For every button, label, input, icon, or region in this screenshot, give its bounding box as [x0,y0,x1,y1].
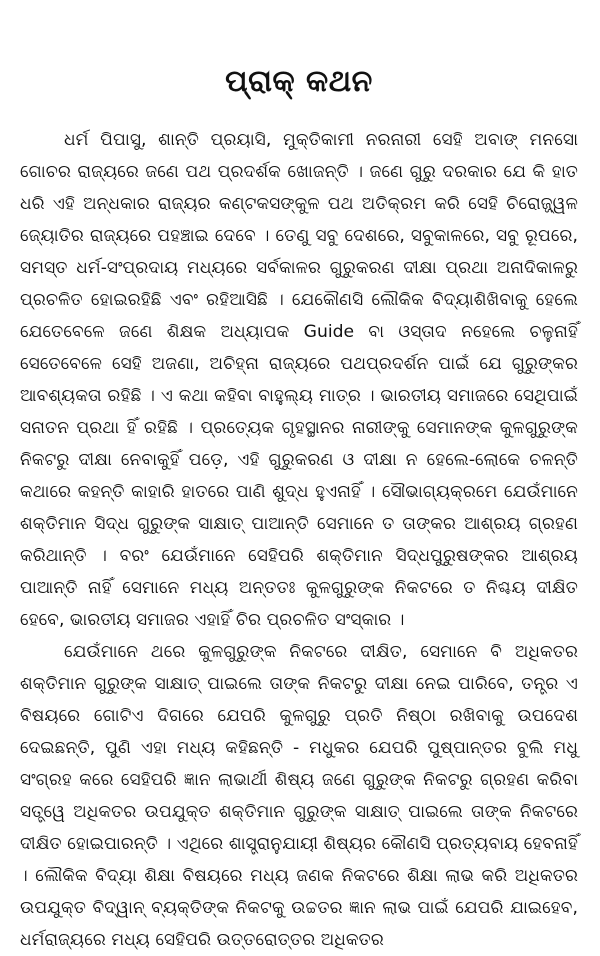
document-body [20,124,578,956]
page-title: ପ୍ରାକ୍ କଥନ [225,64,373,99]
paragraph-1: ଧର୍ମ ପିପାସୁ, ଶାନ୍ତି ପ୍ରୟାସି, ମୁକ୍ତିକାମୀ ନରନାରୀ ସେହି ଅବାଙ୍ ମନସୋ ଗୋଚର ରାଜ୍ୟରେ ଜଣେ ପଥ ପ୍ରଦର୍ଶକ ଖୋଜନ୍ତି । ଜଣେ ଗୁରୁ ଦରକାର ଯେ କି ହାତ ଧରି ଏହି ଅନ୍ଧକାର ରାଜ୍ୟର କଣ୍ଟକସଙ୍କୁଳ ପଥ ଅତିକ୍ରମ କରି ସେହି ଚିରୋଜ୍ଜ୍ୱଳ ଜ୍ୟୋତିର ରାଜ୍ୟରେ ପହଞ୍ଚାଇ ଦେବେ । ତେଣୁ ସବୁ ଦେଶରେ, ସବୁକାଳରେ, ସବୁ ରୂପରେ, ସମସ୍ତ ଧର୍ମ-ସଂପ୍ରଦାୟ ମଧ୍ୟରେ ସର୍ବକାଳର ଗୁରୁକରଣ ଦୀକ୍ଷା ପ୍ରଥା ଅନାଦିକାଳରୁ ପ୍ରଚଳିତ ହୋଇରହିଛି ଏବଂ ରହିଆସିଛି । ଯେକୌଣସି ଲୌକିକ ବିଦ୍ୟାଶିଖିବାକୁ ହେଲେ ଯେତେବେଳେ ଜଣେ ଶିକ୍ଷକ ଅଧ୍ୟାପକ Guide ବା ଓସ୍ତାଦ ନହେଲେ ଚଳୁନାହିଁ ସେତେବେଳେ ସେହି ଅଜଣା, ଅଚିହ୍ନା ରାଜ୍ୟରେ ପଥପ୍ରଦର୍ଶନ ପାଇଁ ଯେ ଗୁରୁଙ୍କର ଆବଶ୍ୟକତା ରହିଛି । ଏ କଥା କହିବା ବାହୁଲ୍ୟ ମାତ୍ର । ଭାରତୀୟ ସମାଜରେ ସେଥିପାଇଁ ସନାତନ ପ୍ରଥା ହିଁ ରହିଛି । ପ୍ରତ୍ୟେକ ଗୃହସ୍ଥାନର ନାରୀଙ୍କୁ ସେମାନଙ୍କ କୁଳଗୁରୁଙ୍କ ନିକଟରୁ ଦୀକ୍ଷା ନେବାକୁହିଁ ପଡ଼େ, ଏହି ଗୁରୁକରଣ ଓ ଦୀକ୍ଷା ନ ହେଲେ-ଲୋକେ ଚଳନ୍ତି କଥାରେ କହନ୍ତି କାହାରି ହାତରେ ପାଣି ଶୁଦ୍ଧ ହୁଏନାହିଁ । ସୌଭାଗ୍ୟକ୍ରମେ ଯେଉଁମାନେ ଶକ୍ତିମାନ ସିଦ୍ଧ ଗୁରୁଙ୍କ ସାକ୍ଷାତ୍ ପାଆନ୍ତି ସେମାନେ ତ ତାଙ୍କର ଆଶ୍ରୟ ଗ୍ରହଣ କରିଥାନ୍ତି । ବରଂ ଯେଉଁମାନେ ସେହିପରି ଶକ୍ତିମାନ ସିଦ୍ଧପୁରୁଷଙ୍କର ଆଶ୍ରୟ ପାଆନ୍ତି ନାହିଁ ସେମାନେ ମଧ୍ୟ ଅନ୍ତତଃ କୁଳଗୁରୁଙ୍କ ନିକଟରେ ତ ନିଶ୍ଚୟ ଦୀକ୍ଷିତ ହେବେ, ଭାରତୀୟ ସମାଜର ଏହାହିଁ ଚିର ପ୍ରଚଳିତ ସଂସ୍କାର । [20,130,578,630]
paragraph-2: ଯେଉଁମାନେ ଥରେ କୁଳଗୁରୁଙ୍କ ନିକଟରେ ଦୀକ୍ଷିତ, ସେମାନେ ବି ଅଧିକତର ଶକ୍ତିମାନ ଗୁରୁଙ୍କ ସାକ୍ଷାତ୍ ପାଇଲେ ତାଙ୍କ ନିକଟରୁ ଦୀକ୍ଷା ନେଇ ପାରିବେ, ତନ୍ତ୍ର ଏ ବିଷୟରେ ଗୋଟିଏ ଦିଗରେ ଯେପରି କୁଳଗୁରୁ ପ୍ରତି ନିଷ୍ଠା ରଖିବାକୁ ଉପଦେଶ ଦେଇଛନ୍ତି, ପୁଣି ଏହା ମଧ୍ୟ କହିଛନ୍ତି - ମଧୁକର ଯେପରି ପୁଷ୍ପାନ୍ତର ବୁଲି ମଧୁ ସଂଗ୍ରହ କରେ ସେହିପରି ଜ୍ଞାନ ଲାଭାର୍ଥୀ ଶିଷ୍ୟ ଜଣେ ଗୁରୁଙ୍କ ନିକଟରୁ ଗ୍ରହଣ କରିବା ସତ୍ତ୍ୱେ ଅଧିକତର ଉପଯୁକ୍ତ ଶକ୍ତିମାନ ଗୁରୁଙ୍କ ସାକ୍ଷାତ୍ ପାଇଲେ ତାଙ୍କ ନିକଟରେ ଦୀକ୍ଷିତ ହୋଇପାରନ୍ତି । ଏଥିରେ ଶାସ୍ତ୍ରାନୁଯାୟୀ ଶିଷ୍ୟର କୌଣସି ପ୍ରତ୍ୟବାୟ ହେବନାହିଁ । ଲୌକିକ ବିଦ୍ୟା ଶିକ୍ଷା ବିଷୟରେ ମଧ୍ୟ ଜଣକ ନିକଟରେ ଶିକ୍ଷା ଲାଭ କରି ଅଧିକତର ଉପଯୁକ୍ତ ବିଦ୍ୱାନ୍ ବ୍ୟକ୍ତିଙ୍କ ନିକଟକୁ ଉଚ୍ଚତର ଜ୍ଞାନ ଲାଭ ପାଇଁ ଯେପରି ଯାଇହେବ, ଧର୍ମରାଜ୍ୟରେ ମଧ୍ୟ ସେହିପରି ଉତ୍ତରୋତ୍ତର ଅଧିକତର [20,642,578,950]
